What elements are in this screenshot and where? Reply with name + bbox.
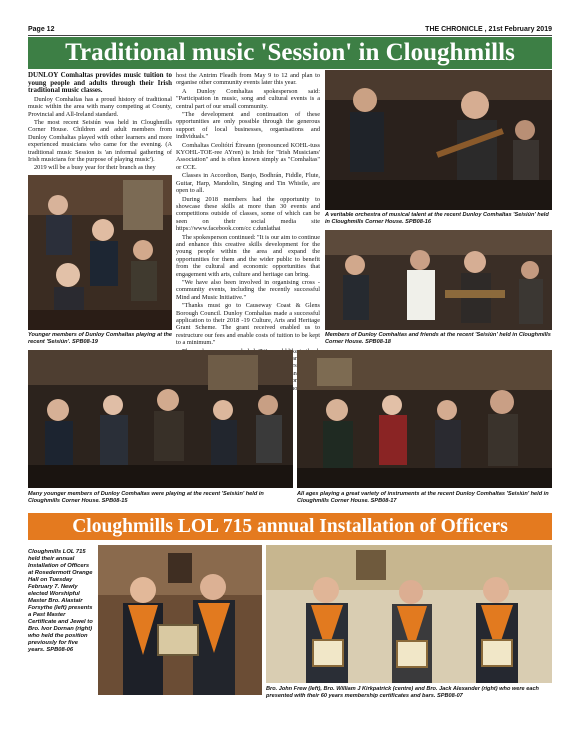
caption-photo-d: Many younger members of Dunloy Comhaltas were playing at the recent 'Seisiún' held in Cloughmills Corner House. SPB08-15 bbox=[28, 491, 264, 504]
article-column-2 bbox=[176, 72, 320, 392]
paragraph: host the Antrim Fleadh from May 9 to 12 and plan to organise other community events later this year. bbox=[176, 72, 320, 87]
paragraph: Classes in Accordion, Banjo, Bodhrán, Fiddle, Flute, Guitar, Harp, Mandolin, Singing and Tin Whistle, are open to all. bbox=[176, 172, 320, 195]
paragraph: During 2018 members had the opportunity to showcase these skills at more than 30 events and competitions outside of classes, some of which can be seen on their social media site https://www.facebook.com/cc c.dunlathai bbox=[176, 195, 320, 233]
photo-members-friends bbox=[325, 230, 552, 330]
photo-installation-presentation bbox=[98, 545, 262, 695]
caption-photo-a: Younger members of Dunloy Comhaltas playing at the recent 'Seisiún'. SPB08-19 bbox=[28, 332, 173, 345]
headline-session: Traditional music 'Session' in Cloughmills bbox=[28, 37, 552, 69]
paragraph: A Dunloy Comhaltas spokesperson said: "Participation in music, song and cultural events is a central part of our small community. bbox=[176, 87, 320, 110]
paragraph: Comhaltas Ceoltóirí Éireann (pronounced KOHL-tuss KYOHL-TOE-ree AYren) is Irish for "Irish Musicians' Association" and is often known simply as "Comhaltas" or CCE. bbox=[176, 141, 320, 171]
article2-side-text: Cloughmills LOL 715 held their annual Installation of Officers at Rosedermott Orange Hall on Tuesday February 7. Newly elected Worshipful Master Bro. Alastair Forsythe (left) presents a Past Master Certificate and Jewel to Bro. Ivor Dornan (right) who held the position previously for five years. SPB08-06 bbox=[28, 549, 93, 653]
caption-photo-b: A veritable orchestra of musical talent at the recent Dunloy Comhaltas 'Seisiún' held in Cloughmills Corner House. SPB08-16 bbox=[325, 212, 549, 225]
photo-many-younger bbox=[28, 350, 293, 488]
article-lead: DUNLOY Comhaltas provides music tuition to young people and adults through their Irish traditional music classes. bbox=[28, 71, 172, 95]
caption-photo-c: Members of Dunloy Comhaltas and friends at the recent 'Seisiún' held in Cloughmills Corner House. SPB08-18 bbox=[325, 332, 551, 345]
photo-all-ages bbox=[297, 350, 552, 488]
paragraph: The spokesperson continued: "It is our aim to continue and enhance this creative skills development for the young people within the area and expand the opportunities for them and the wider public to benefit from the cultural and economic opportunities that engagement with arts, culture and heritage can bring. bbox=[176, 233, 320, 278]
paragraph: Dunloy Comhaltas has a proud history of traditional music within the area with many competing at County, Provincial and All-Ireland standard. bbox=[28, 95, 172, 118]
caption-photo-g: Bro. John Frew (left), Bro. William J Kirkpatrick (centre) and Bro. Jack Alexander (right) who were each presented with their 60 years membership certificates and bars. SPB08-07 bbox=[266, 686, 539, 699]
page-number: Page 12 bbox=[28, 26, 55, 33]
paragraph: "We have also been involved in organising cross - community events, including the recently successful Mind and Music Initiative." bbox=[176, 278, 320, 301]
photo-orchestra bbox=[325, 70, 552, 210]
paragraph: "Thanks must go to Causeway Coast & Glens Borough Council. Dunloy Comhaltas made a successful application to their 2018 -19 Culture, Arts and Heritage Grant Scheme. The grant received enabled us to restructure our fees and enable costs of tuition to be kept to a minimum." bbox=[176, 302, 320, 347]
article-column-1 bbox=[28, 72, 172, 172]
header-rule bbox=[28, 35, 552, 36]
paragraph: like and bursting show bbox=[285, 347, 307, 392]
photo-younger-members bbox=[28, 175, 172, 330]
headline-lol-715: Cloughmills LOL 715 annual Installation of Officers bbox=[28, 513, 552, 540]
publication-date: THE CHRONICLE , 21st February 2019 bbox=[425, 26, 552, 33]
caption-photo-e: All ages playing a great variety of instruments at the recent Dunloy Comhaltas 'Seisiún' held in Cloughmills Corner House. SPB08-17 bbox=[297, 491, 549, 504]
paragraph: 2019 will be a busy year for their branch as they bbox=[34, 164, 156, 172]
paragraph: "The development and continuation of these opportunities are only possible through the generous support of local businesses, organisations and individuals." bbox=[176, 111, 320, 141]
paragraph: The most recent Seisiún was held in Cloughmills Corner House. Children and adult members from Dunloy Comhaltas played with other learners and more experienced musicians who came for the evening. (A traditional music Session is 'an informal gathering of Irish musicians for the purpose of playing music'). bbox=[28, 119, 172, 164]
photo-sixty-years-members bbox=[266, 545, 552, 683]
